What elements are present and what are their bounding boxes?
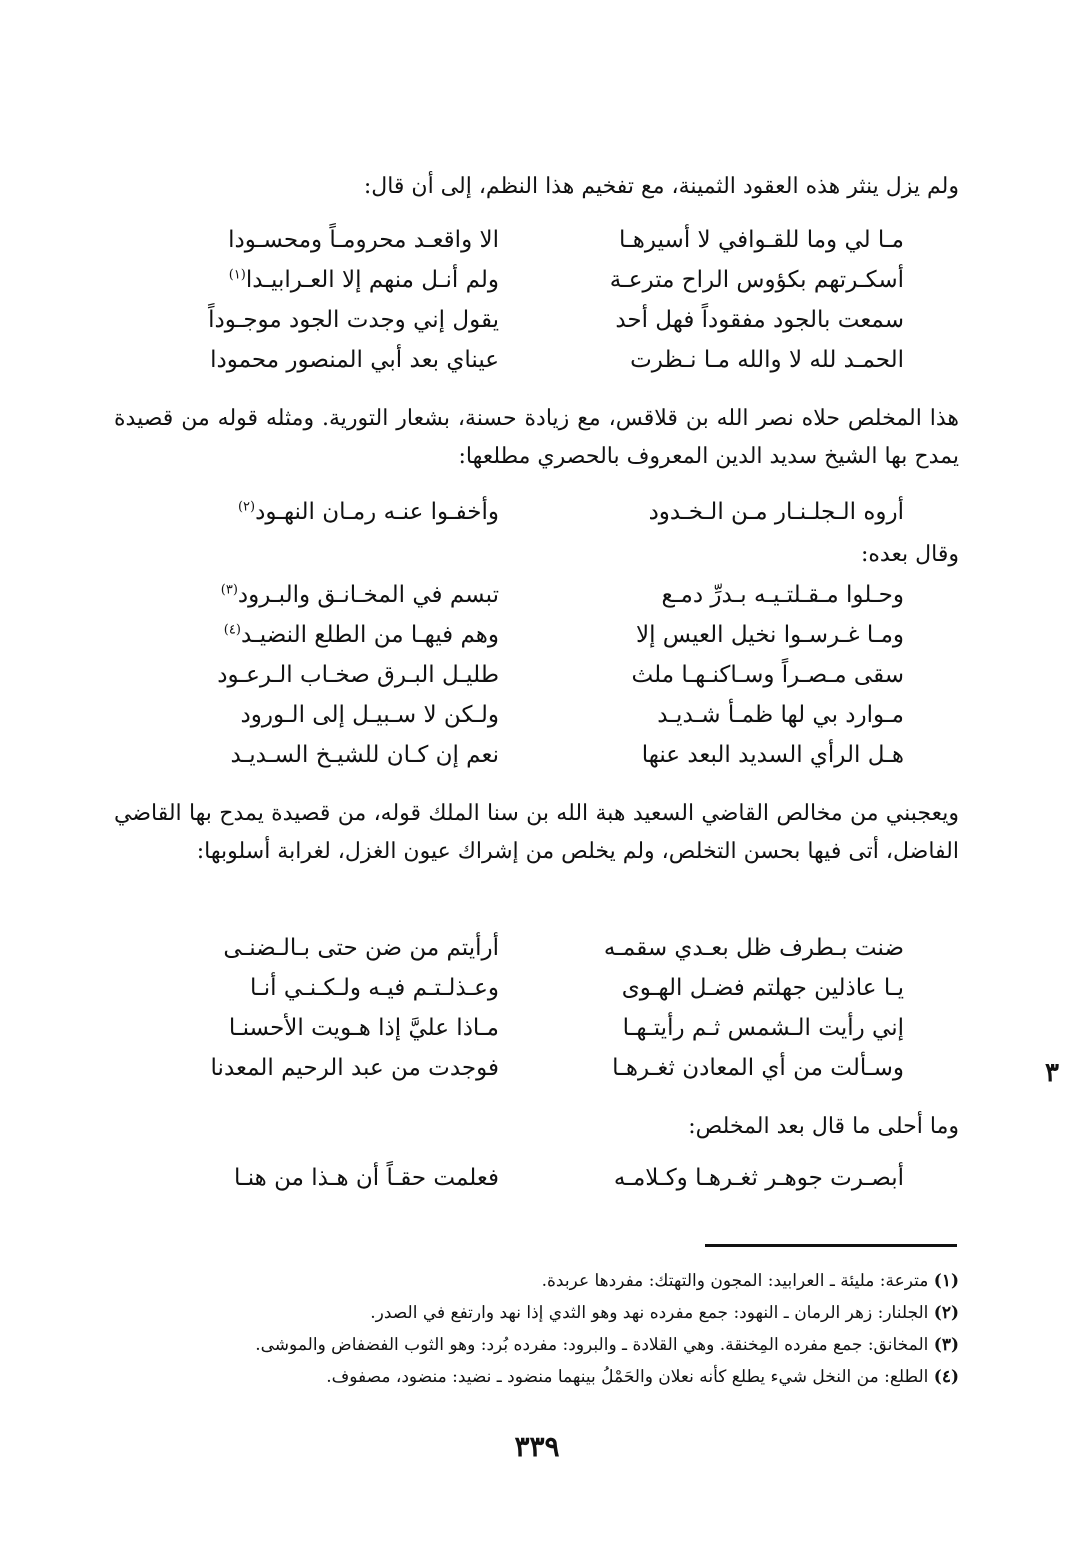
verse-first-hemistich: مـوارد بي لها ظمـأ شـديـد — [657, 702, 904, 728]
footnote-text: الطلع: من النخل شيء يطلع كأنه نعلان والحَمْلُ بينهما منضود ـ نضيد: منضود، مصفوف. — [326, 1367, 929, 1387]
footnote-marker: (٤) — [223, 622, 241, 638]
paragraph-ibn-qalaqis: هذا المخلص حلاه نصر الله بن قلاقس، مع زيادة حسنة، بشعار التورية. ومثله قوله من قصيدة يمدح بها الشيخ سديد الدين المعروف بالحصري مطلعها: — [114, 406, 959, 469]
verse-line — [164, 575, 904, 615]
verse-second-hemistich: فعلمت حقـاً أن هـذا من هنـا — [234, 1165, 499, 1191]
verse-line — [164, 1008, 904, 1048]
footnote — [99, 1329, 959, 1361]
footnote-text: المخانق: جمع مفرده المِخنقة. وهي القلادة ـ والبرود: مفرده بُرد: وهو الثوب الفضفاض والموشى. — [255, 1335, 929, 1355]
verse-first-hemistich: سمعت بالجود مفقوداً فهل أحد — [615, 307, 904, 333]
verse-second-hemistich: مـاذا عليَّ إذا هـويت الأحسنـا — [228, 1015, 499, 1041]
verse-line — [164, 260, 904, 300]
footnote-number: (٣) — [933, 1335, 959, 1355]
poem-group-4 — [164, 928, 904, 1088]
verse-second-hemistich — [164, 575, 499, 615]
footnote-number: (٤) — [933, 1367, 959, 1387]
poem-group-5 — [164, 1158, 904, 1198]
footnote-text: الجلنار: زهر الرمان ـ النهود: جمع مفرده نهد وهو الثدي إذا نهد وارتفع في الصدر. — [370, 1303, 929, 1323]
verse-second-hemistich: نعم إن كـان للشيـخ السـديـد — [230, 742, 499, 768]
verse-second-hemistich: ولـكن لا سـبيـل إلى الـورود — [240, 702, 499, 728]
footnote-marker: (٢) — [237, 499, 256, 515]
verse-first-hemistich: مـا لي وما للقـوافي لا أسيرهـا — [619, 227, 904, 253]
verse-first-hemistich: أسكـرتهم بكؤوس الراح مترعـة — [609, 267, 904, 293]
verse-first-hemistich: الحمـد لله لا والله مـا نـظرت — [630, 347, 904, 373]
verse-second-hemistich: أرأيتم من ضن حتى بـالـضنـى — [223, 935, 499, 961]
verse-first-hemistich: هـل الرأي السديد البعد عنها — [641, 742, 904, 768]
verse-second-hemistich: وعـذلـتـم فيـه ولـكـنـي أنـا — [250, 975, 499, 1001]
footnote-separator — [705, 1244, 957, 1247]
footnote-text: مترعة: مليئة ـ العرابيد: المجون والتهتك: مفردها عربدة. — [541, 1271, 929, 1291]
verse-first-hemistich: وسـألت من أي المعادن ثغـرهـا — [612, 1055, 904, 1081]
poem-group-1 — [164, 220, 904, 380]
footnote — [99, 1361, 959, 1393]
footnotes — [99, 1265, 959, 1393]
verse-second-hemistich: الا واقعـد محرومـاً ومحسـودا — [228, 227, 499, 253]
poem-group-2 — [164, 492, 904, 532]
verse-line — [164, 340, 904, 380]
verse-line — [164, 220, 904, 260]
verse-first-hemistich: إني رأيت الـشمس ثـم رأيتـهـا — [622, 1015, 904, 1041]
verse-line — [164, 655, 904, 695]
verse-line — [164, 492, 904, 532]
verse-line — [164, 1158, 904, 1198]
verse-line — [164, 300, 904, 340]
verse-first-hemistich: ضنت بـطرف ظل بعـدي سقمـه — [603, 935, 904, 961]
verse-second-hemistich: عيناي بعد أبي المنصور محمودا — [210, 347, 499, 373]
verse-first-hemistich: أبصـرت جوهـر ثغـرهـا وكـلامـه — [613, 1165, 904, 1191]
footnote-marker: (١) — [228, 267, 246, 283]
verse-second-text: وأخفـوا عنـه رمـان النهـود — [255, 499, 499, 525]
verse-second-hemistich — [164, 492, 499, 532]
verse-first-hemistich: ومـا غـرسـوا نخيل العيس إلا — [635, 622, 904, 648]
page-number: ٣٣٩ — [514, 1430, 560, 1463]
paragraph-intro: ولم يزل ينثر هذه العقود الثمينة، مع تفخيم هذا النظم، إلى أن قال: — [363, 174, 959, 199]
footnote — [99, 1265, 959, 1297]
verse-second-text: وهم فيهـا من الطلع النضيـد — [240, 622, 499, 648]
footnote-number: (١) — [933, 1271, 959, 1291]
verse-line — [164, 968, 904, 1008]
paragraph-after-mukhlas: وما أحلى ما قال بعد المخلص: — [688, 1114, 959, 1139]
verse-second-hemistich — [164, 615, 499, 655]
footnote-number: (٢) — [933, 1303, 959, 1323]
margin-mark: ٣ — [1045, 1058, 1059, 1088]
poem-group-3 — [164, 575, 904, 775]
verse-second-hemistich: طليـل البـرق صخـاب الـرعـود — [217, 662, 499, 688]
verse-first-hemistich: يـا عاذلين جهلتم فضـل الهـوى — [621, 975, 904, 1001]
verse-first-hemistich: وحـلوا مـقـلتـيـه بـدرِّ دمـع — [661, 582, 904, 608]
footnote — [99, 1297, 959, 1329]
verse-first-hemistich: أروه الـجلـنـار مـن الـخـدود — [648, 499, 904, 525]
verse-line — [164, 735, 904, 775]
paragraph-ibn-sana-al-mulk: ويعجبني من مخالص القاضي السعيد هبة الله بن سنا الملك قوله، من قصيدة يمدح بها القاضي الفاضل، أتى فيها بحسن التخلص، ولم يخلص من إشراك عيون الغزل، لغرابة أسلوبها: — [114, 801, 959, 864]
verse-second-hemistich — [164, 260, 499, 300]
verse-line — [164, 615, 904, 655]
verse-second-text: تبسم في المخـانـق والبـرود — [237, 582, 499, 608]
footnote-marker: (٣) — [220, 582, 238, 598]
verse-line — [164, 1048, 904, 1088]
verse-first-hemistich: سقى مـصـراً وسـاكنـهـا ملث — [631, 662, 904, 688]
verse-line — [164, 695, 904, 735]
paragraph-after: وقال بعده: — [860, 542, 959, 567]
verse-second-hemistich: يقول إني وجدت الجود موجـوداً — [208, 307, 499, 333]
verse-second-hemistich: فوجدت من عبد الرحيم المعدنا — [210, 1055, 499, 1081]
verse-line — [164, 928, 904, 968]
verse-second-text: ولم أنـل منهم إلا العـرابيـدا — [245, 267, 499, 293]
